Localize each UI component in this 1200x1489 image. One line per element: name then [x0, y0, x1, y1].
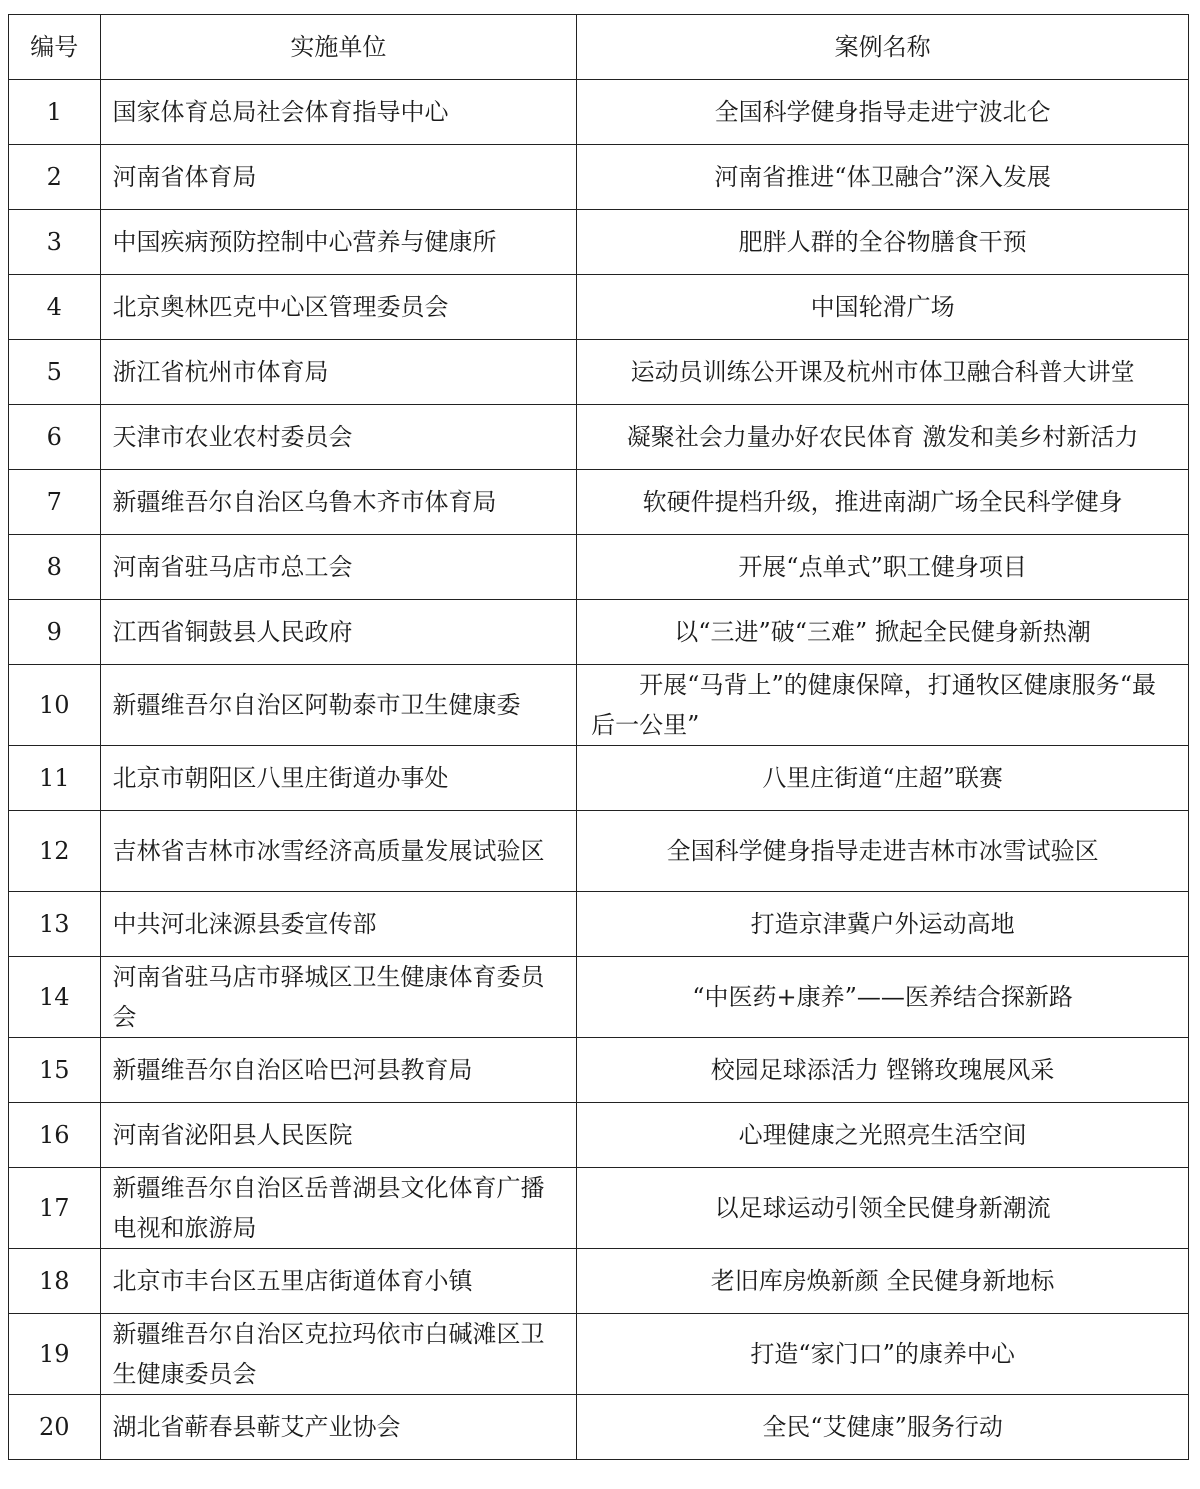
row-number: 13 — [9, 892, 101, 957]
row-number: 19 — [9, 1314, 101, 1395]
implementing-unit: 新疆维吾尔自治区克拉玛依市白碱滩区卫生健康委员会 — [100, 1314, 577, 1395]
table-row — [9, 470, 1189, 535]
row-number: 10 — [9, 665, 101, 746]
header-num: 编号 — [9, 15, 101, 80]
case-name: “中医药+康养”——医养结合探新路 — [577, 957, 1189, 1038]
table-row — [9, 811, 1189, 892]
case-name: 打造京津冀户外运动高地 — [577, 892, 1189, 957]
table-body — [9, 80, 1189, 1460]
table-row — [9, 746, 1189, 811]
row-number: 5 — [9, 340, 101, 405]
table-row — [9, 275, 1189, 340]
header-unit: 实施单位 — [100, 15, 577, 80]
case-name: 运动员训练公开课及杭州市体卫融合科普大讲堂 — [577, 340, 1189, 405]
header-row — [9, 15, 1189, 80]
case-name: 凝聚社会力量办好农民体育 激发和美乡村新活力 — [577, 405, 1189, 470]
table-row — [9, 210, 1189, 275]
case-name: 全民“艾健康”服务行动 — [577, 1395, 1189, 1460]
implementing-unit: 国家体育总局社会体育指导中心 — [100, 80, 577, 145]
case-name: 以“三进”破“三难” 掀起全民健身新热潮 — [577, 600, 1189, 665]
implementing-unit: 新疆维吾尔自治区阿勒泰市卫生健康委 — [100, 665, 577, 746]
table-row — [9, 80, 1189, 145]
table-row — [9, 1314, 1189, 1395]
table-row — [9, 1168, 1189, 1249]
row-number: 3 — [9, 210, 101, 275]
implementing-unit: 湖北省蕲春县蕲艾产业协会 — [100, 1395, 577, 1460]
table-row — [9, 1249, 1189, 1314]
implementing-unit: 江西省铜鼓县人民政府 — [100, 600, 577, 665]
implementing-unit: 浙江省杭州市体育局 — [100, 340, 577, 405]
table-row — [9, 1395, 1189, 1460]
case-name: 打造“家门口”的康养中心 — [577, 1314, 1189, 1395]
implementing-unit: 新疆维吾尔自治区哈巴河县教育局 — [100, 1038, 577, 1103]
implementing-unit: 河南省泌阳县人民医院 — [100, 1103, 577, 1168]
table-row — [9, 957, 1189, 1038]
row-number: 12 — [9, 811, 101, 892]
implementing-unit: 吉林省吉林市冰雪经济高质量发展试验区 — [100, 811, 577, 892]
table-row — [9, 1038, 1189, 1103]
row-number: 2 — [9, 145, 101, 210]
table-row — [9, 535, 1189, 600]
row-number: 16 — [9, 1103, 101, 1168]
table-row — [9, 665, 1189, 746]
row-number: 14 — [9, 957, 101, 1038]
table-header — [9, 15, 1189, 80]
implementing-unit: 中国疾病预防控制中心营养与健康所 — [100, 210, 577, 275]
case-name: 八里庄街道“庄超”联赛 — [577, 746, 1189, 811]
table-row — [9, 892, 1189, 957]
row-number: 17 — [9, 1168, 101, 1249]
implementing-unit: 北京奥林匹克中心区管理委员会 — [100, 275, 577, 340]
implementing-unit: 新疆维吾尔自治区乌鲁木齐市体育局 — [100, 470, 577, 535]
case-name: 全国科学健身指导走进宁波北仑 — [577, 80, 1189, 145]
row-number: 6 — [9, 405, 101, 470]
case-table — [8, 14, 1189, 1460]
case-name: 软硬件提档升级，推进南湖广场全民科学健身 — [577, 470, 1189, 535]
case-name: 心理健康之光照亮生活空间 — [577, 1103, 1189, 1168]
row-number: 1 — [9, 80, 101, 145]
implementing-unit: 新疆维吾尔自治区岳普湖县文化体育广播电视和旅游局 — [100, 1168, 577, 1249]
case-name: 开展“点单式”职工健身项目 — [577, 535, 1189, 600]
row-number: 18 — [9, 1249, 101, 1314]
table-row — [9, 340, 1189, 405]
case-name: 中国轮滑广场 — [577, 275, 1189, 340]
row-number: 7 — [9, 470, 101, 535]
implementing-unit: 河南省体育局 — [100, 145, 577, 210]
implementing-unit: 河南省驻马店市总工会 — [100, 535, 577, 600]
row-number: 15 — [9, 1038, 101, 1103]
case-name: 开展“马背上”的健康保障，打通牧区健康服务“最后一公里” — [577, 665, 1189, 746]
implementing-unit: 河南省驻马店市驿城区卫生健康体育委员会 — [100, 957, 577, 1038]
implementing-unit: 天津市农业农村委员会 — [100, 405, 577, 470]
row-number: 20 — [9, 1395, 101, 1460]
table-row — [9, 1103, 1189, 1168]
table-row — [9, 145, 1189, 210]
header-case: 案例名称 — [577, 15, 1189, 80]
implementing-unit: 中共河北涞源县委宣传部 — [100, 892, 577, 957]
case-name: 校园足球添活力 铿锵玫瑰展风采 — [577, 1038, 1189, 1103]
row-number: 11 — [9, 746, 101, 811]
case-name: 全国科学健身指导走进吉林市冰雪试验区 — [577, 811, 1189, 892]
row-number: 9 — [9, 600, 101, 665]
implementing-unit: 北京市丰台区五里店街道体育小镇 — [100, 1249, 577, 1314]
case-name: 肥胖人群的全谷物膳食干预 — [577, 210, 1189, 275]
implementing-unit: 北京市朝阳区八里庄街道办事处 — [100, 746, 577, 811]
case-name: 以足球运动引领全民健身新潮流 — [577, 1168, 1189, 1249]
table-row — [9, 600, 1189, 665]
table-row — [9, 405, 1189, 470]
row-number: 8 — [9, 535, 101, 600]
row-number: 4 — [9, 275, 101, 340]
case-name: 河南省推进“体卫融合”深入发展 — [577, 145, 1189, 210]
case-name: 老旧库房焕新颜 全民健身新地标 — [577, 1249, 1189, 1314]
